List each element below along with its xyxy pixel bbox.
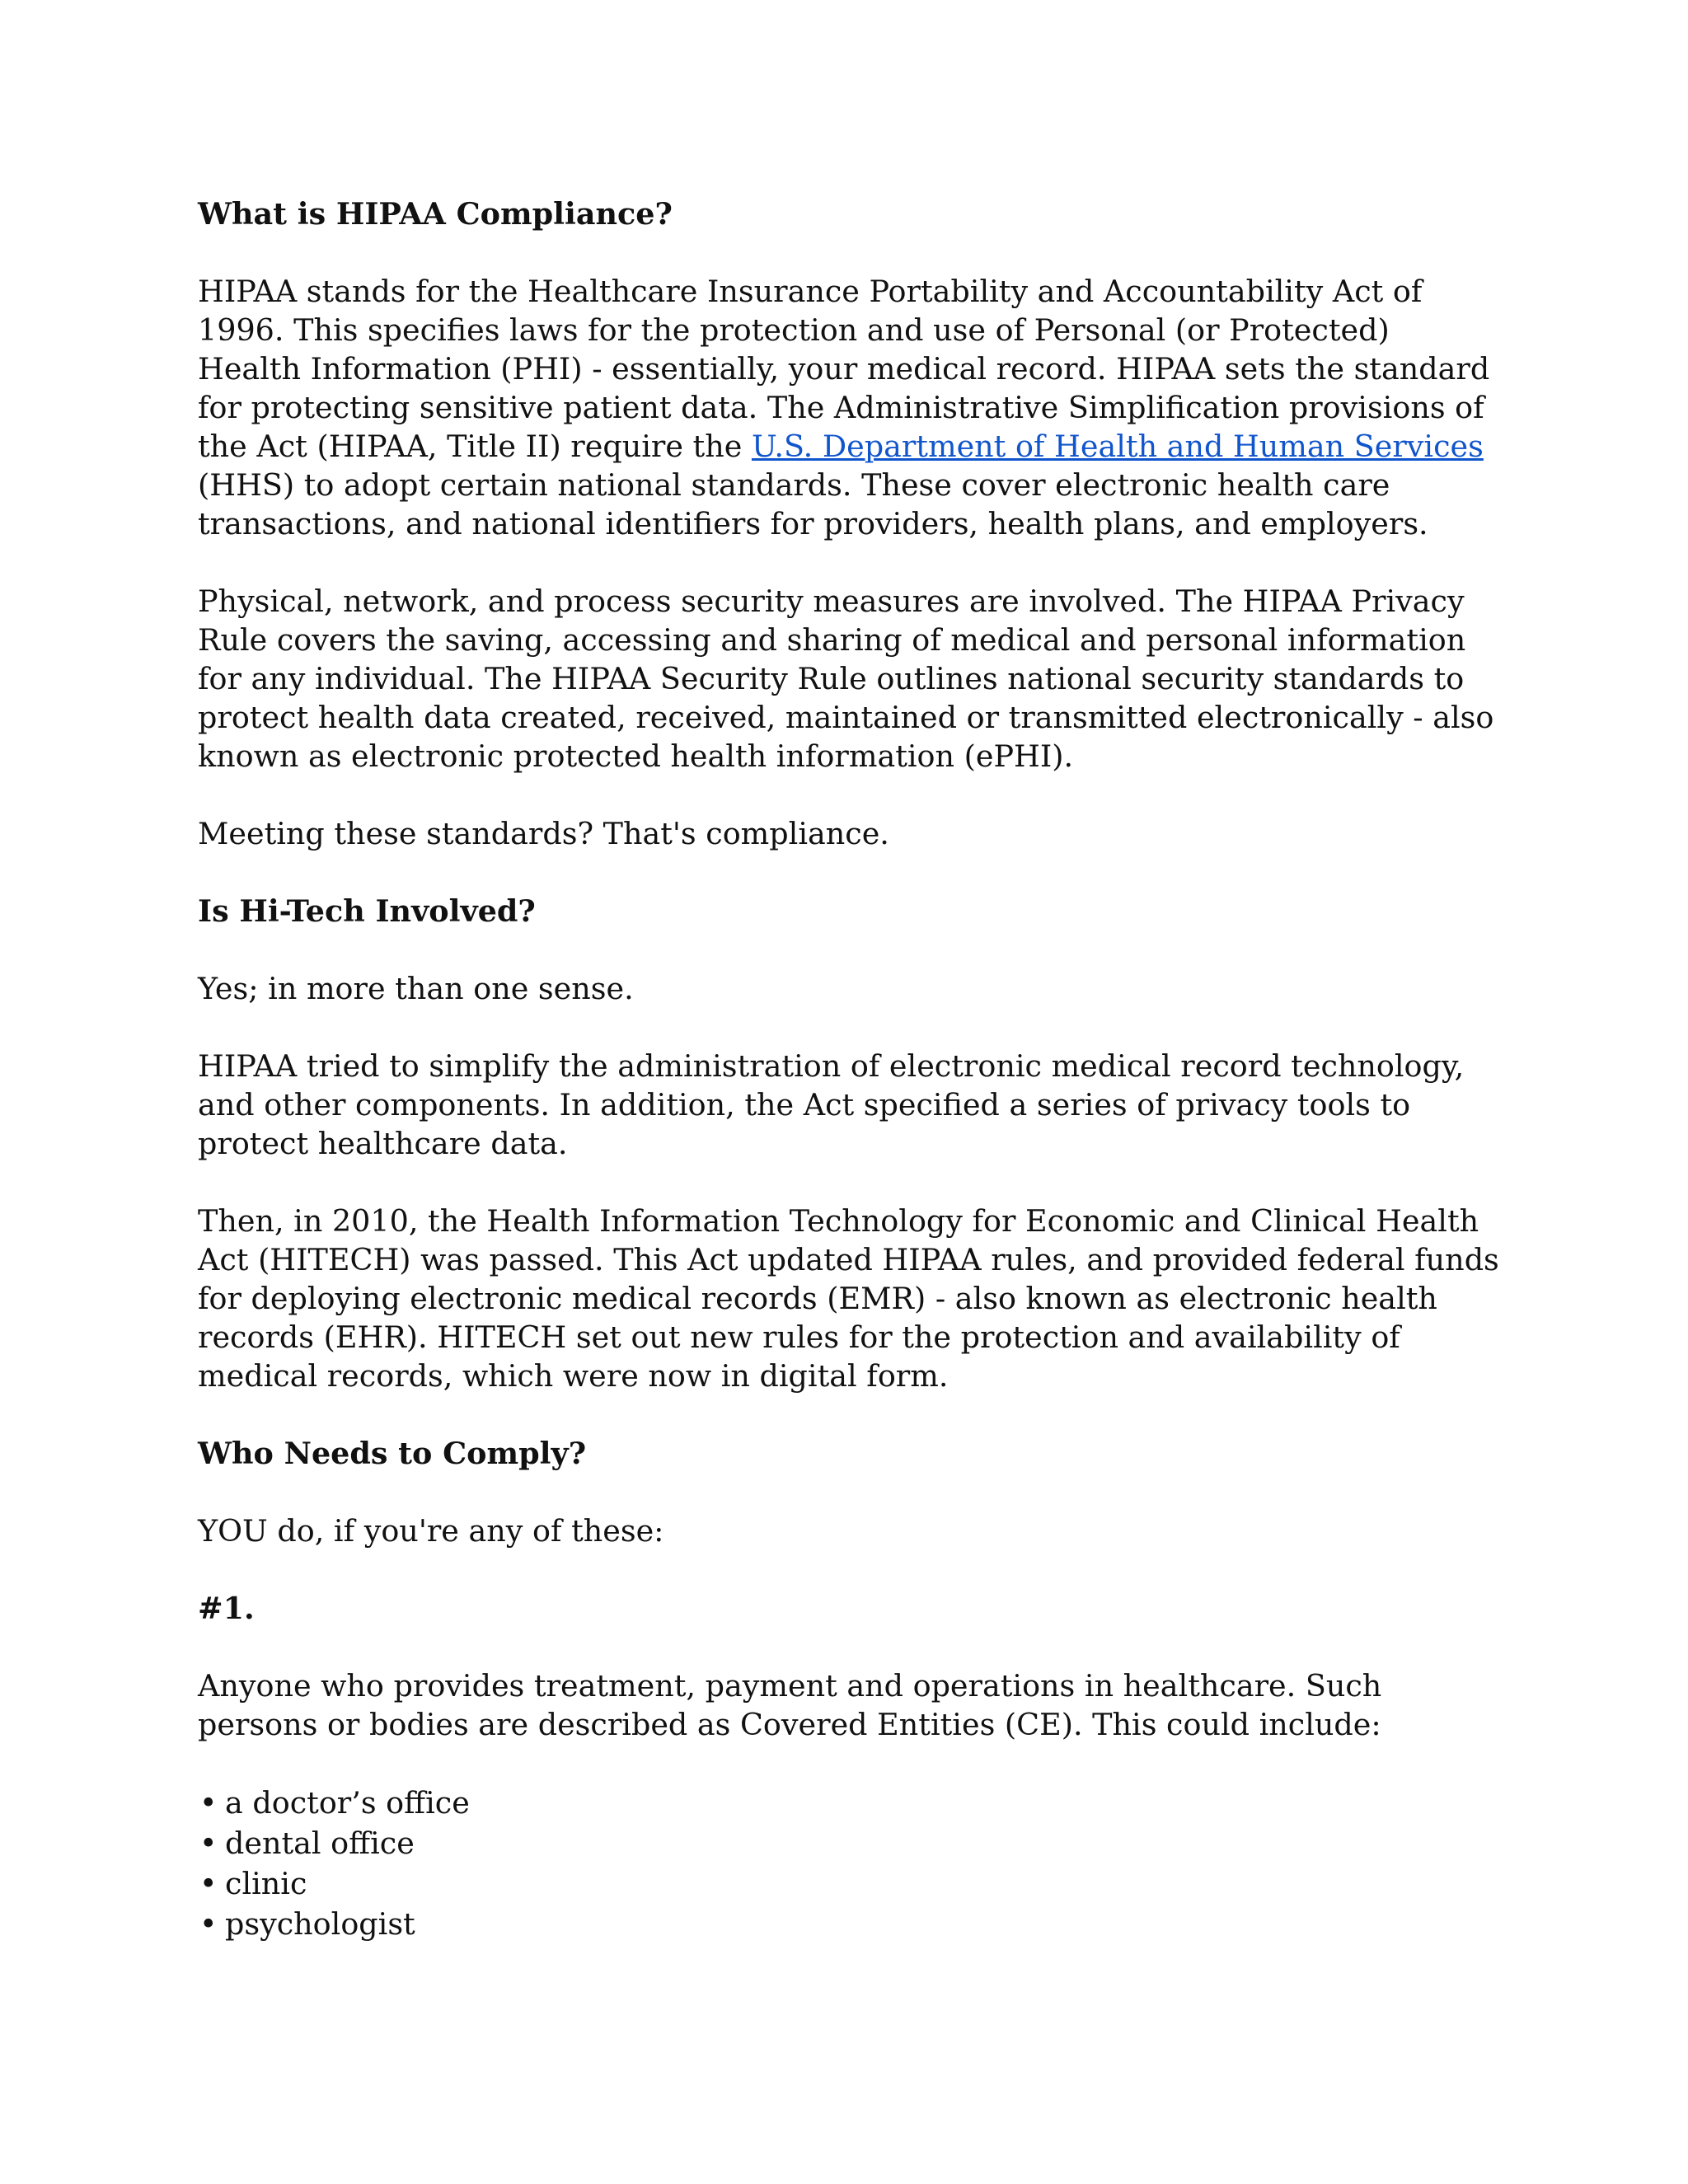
list-item [198, 1783, 1500, 1823]
paragraph-text: (HHS) to adopt certain national standards. These cover electronic health care transactions, and national identifiers for providers, health plans, and employers. [198, 467, 1428, 541]
list-item [198, 1904, 1500, 1944]
paragraph-you-do: YOU do, if you're any of these: [198, 1513, 664, 1549]
paragraph-covered-entities: Anyone who provides treatment, payment and operations in healthcare. Such persons or bodies are described as Covered Entities (CE). This could include: [198, 1668, 1382, 1742]
list-item [198, 1863, 1500, 1904]
bullet-icon: • [199, 1785, 218, 1821]
hhs-link[interactable]: U.S. Department of Health and Human Services [751, 429, 1484, 464]
heading-hi-tech: Is Hi-Tech Involved? [198, 893, 536, 929]
list-item-text: dental office [225, 1825, 415, 1861]
document-page [198, 194, 1500, 1944]
bullet-icon: • [199, 1866, 218, 1901]
paragraph-text: HIPAA stands for the Healthcare Insurance Portability and Accountability Act of 1996. This specifies laws for the protection and use of Personal (or Protected) Health Information (PHI) - essentially, your medical record. HIPAA sets the standard for protecting sensitive patient data. The Administrative Simplification provisions of the Act (HIPAA, Title II) require the [198, 274, 1490, 464]
bullet-icon: • [199, 1825, 218, 1861]
covered-entities-list [198, 1783, 1500, 1944]
heading-number-one: #1. [198, 1591, 255, 1626]
paragraph-hitech: Then, in 2010, the Health Information Technology for Economic and Clinical Health Act (HITECH) was passed. This Act updated HIPAA rules, and provided federal funds for deploying electronic medical records (EMR) - also known as electronic health records (EHR). HITECH set out new rules for the protection and availability of medical records, which were now in digital form. [198, 1203, 1499, 1394]
paragraph-security-measures: Physical, network, and process security measures are involved. The HIPAA Privacy Rule covers the saving, accessing and sharing of medical and personal information for any individual. The HIPAA Security Rule outlines national security standards to protect health data created, received, maintained or transmitted electronically - also known as electronic protected health information (ePHI). [198, 583, 1494, 774]
list-item [198, 1823, 1500, 1863]
list-item-text: psychologist [225, 1906, 415, 1942]
list-item-text: clinic [225, 1866, 307, 1901]
list-item-text: a doctor’s office [225, 1785, 470, 1821]
heading-who-needs-to-comply: Who Needs to Comply? [198, 1436, 587, 1471]
paragraph-yes: Yes; in more than one sense. [198, 971, 634, 1006]
heading-what-is-hipaa: What is HIPAA Compliance? [198, 196, 673, 232]
paragraph-hipaa-definition [198, 272, 1500, 543]
paragraph-compliance: Meeting these standards? That's compliance. [198, 816, 889, 851]
paragraph-hipaa-simplify: HIPAA tried to simplify the administration of electronic medical record technology, and other components. In addition, the Act specified a series of privacy tools to protect healthcare data. [198, 1048, 1465, 1161]
bullet-icon: • [199, 1906, 218, 1942]
